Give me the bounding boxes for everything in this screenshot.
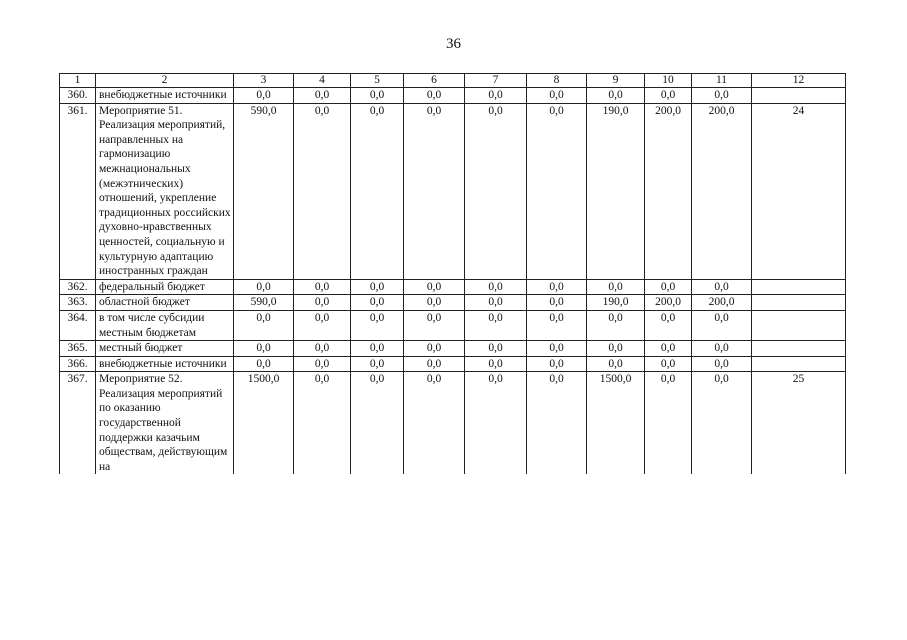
value-cell: 0,0 xyxy=(465,103,527,279)
value-cell: 0,0 xyxy=(527,279,587,295)
col12-cell xyxy=(752,310,846,340)
col12-cell xyxy=(752,341,846,357)
row-name-cell: областной бюджет xyxy=(96,295,234,311)
value-cell: 0,0 xyxy=(587,279,645,295)
header-cell: 3 xyxy=(234,74,294,88)
value-cell: 0,0 xyxy=(404,372,465,475)
value-cell: 0,0 xyxy=(294,372,351,475)
value-cell: 0,0 xyxy=(527,341,587,357)
value-cell: 0,0 xyxy=(351,279,404,295)
value-cell: 0,0 xyxy=(234,310,294,340)
value-cell: 0,0 xyxy=(692,279,752,295)
value-cell: 0,0 xyxy=(692,356,752,372)
value-cell: 0,0 xyxy=(527,310,587,340)
header-cell: 2 xyxy=(96,74,234,88)
value-cell: 200,0 xyxy=(692,103,752,279)
header-cell: 1 xyxy=(60,74,96,88)
value-cell: 0,0 xyxy=(404,295,465,311)
value-cell: 0,0 xyxy=(404,279,465,295)
value-cell: 0,0 xyxy=(351,341,404,357)
value-cell: 0,0 xyxy=(294,310,351,340)
value-cell: 190,0 xyxy=(587,103,645,279)
value-cell: 0,0 xyxy=(351,295,404,311)
value-cell: 200,0 xyxy=(645,103,692,279)
value-cell: 0,0 xyxy=(404,88,465,104)
value-cell: 0,0 xyxy=(527,356,587,372)
col12-cell: 25 xyxy=(752,372,846,475)
header-cell: 11 xyxy=(692,74,752,88)
value-cell: 0,0 xyxy=(404,103,465,279)
value-cell: 1500,0 xyxy=(587,372,645,475)
col12-cell xyxy=(752,356,846,372)
row-name-cell: федеральный бюджет xyxy=(96,279,234,295)
row-number-cell: 367. xyxy=(60,372,96,475)
value-cell: 0,0 xyxy=(465,341,527,357)
value-cell: 0,0 xyxy=(294,279,351,295)
table-row xyxy=(60,310,846,340)
value-cell: 0,0 xyxy=(527,372,587,475)
value-cell: 0,0 xyxy=(234,341,294,357)
value-cell: 0,0 xyxy=(351,356,404,372)
row-name-cell: внебюджетные источники xyxy=(96,88,234,104)
row-number-cell: 366. xyxy=(60,356,96,372)
value-cell: 0,0 xyxy=(527,295,587,311)
value-cell: 0,0 xyxy=(465,310,527,340)
value-cell: 590,0 xyxy=(234,295,294,311)
value-cell: 0,0 xyxy=(465,88,527,104)
header-cell: 6 xyxy=(404,74,465,88)
table-row xyxy=(60,341,846,357)
value-cell: 0,0 xyxy=(465,279,527,295)
value-cell: 0,0 xyxy=(294,88,351,104)
value-cell: 0,0 xyxy=(645,341,692,357)
value-cell: 0,0 xyxy=(294,341,351,357)
col12-cell xyxy=(752,295,846,311)
row-number-cell: 365. xyxy=(60,341,96,357)
row-name-cell: Мероприятие 52. Реализация мероприятий по оказанию государственной поддержки казачьим обществам, действующим на xyxy=(96,372,234,475)
budget-table xyxy=(59,73,846,474)
row-number-cell: 364. xyxy=(60,310,96,340)
header-cell: 4 xyxy=(294,74,351,88)
row-number-cell: 363. xyxy=(60,295,96,311)
row-number-cell: 362. xyxy=(60,279,96,295)
header-cell: 9 xyxy=(587,74,645,88)
value-cell: 0,0 xyxy=(645,88,692,104)
value-cell: 0,0 xyxy=(465,295,527,311)
value-cell: 0,0 xyxy=(527,103,587,279)
row-name-cell: Мероприятие 51. Реализация мероприятий, направленных на гармонизацию межнациональных (межэтнических) отношений, укрепление традиционных российских духовно-нравственных ценностей, социальную и культурную адаптацию иностранных граждан xyxy=(96,103,234,279)
value-cell: 0,0 xyxy=(234,88,294,104)
row-number-cell: 360. xyxy=(60,88,96,104)
value-cell: 0,0 xyxy=(645,279,692,295)
value-cell: 0,0 xyxy=(465,372,527,475)
value-cell: 0,0 xyxy=(351,310,404,340)
value-cell: 0,0 xyxy=(587,88,645,104)
value-cell: 0,0 xyxy=(645,372,692,475)
value-cell: 0,0 xyxy=(645,356,692,372)
value-cell: 0,0 xyxy=(294,356,351,372)
value-cell: 0,0 xyxy=(234,356,294,372)
value-cell: 0,0 xyxy=(234,279,294,295)
value-cell: 0,0 xyxy=(404,356,465,372)
header-cell: 7 xyxy=(465,74,527,88)
col12-cell xyxy=(752,88,846,104)
value-cell: 0,0 xyxy=(465,356,527,372)
table-row xyxy=(60,372,846,475)
value-cell: 0,0 xyxy=(404,310,465,340)
row-number-cell: 361. xyxy=(60,103,96,279)
value-cell: 0,0 xyxy=(692,372,752,475)
page-number: 36 xyxy=(446,36,461,52)
header-cell: 8 xyxy=(527,74,587,88)
col12-cell: 24 xyxy=(752,103,846,279)
value-cell: 0,0 xyxy=(294,103,351,279)
header-row xyxy=(60,74,846,88)
row-name-cell: в том числе субсидии местным бюджетам xyxy=(96,310,234,340)
value-cell: 0,0 xyxy=(587,310,645,340)
value-cell: 1500,0 xyxy=(234,372,294,475)
header-cell: 5 xyxy=(351,74,404,88)
row-name-cell: внебюджетные источники xyxy=(96,356,234,372)
table-row xyxy=(60,88,846,104)
row-name-cell: местный бюджет xyxy=(96,341,234,357)
table-row xyxy=(60,103,846,279)
value-cell: 0,0 xyxy=(527,88,587,104)
value-cell: 0,0 xyxy=(351,88,404,104)
value-cell: 200,0 xyxy=(645,295,692,311)
col12-cell xyxy=(752,279,846,295)
value-cell: 590,0 xyxy=(234,103,294,279)
table-row xyxy=(60,356,846,372)
value-cell: 0,0 xyxy=(692,310,752,340)
value-cell: 0,0 xyxy=(351,103,404,279)
value-cell: 0,0 xyxy=(645,310,692,340)
value-cell: 0,0 xyxy=(587,341,645,357)
value-cell: 0,0 xyxy=(692,341,752,357)
value-cell: 0,0 xyxy=(294,295,351,311)
table-row xyxy=(60,279,846,295)
value-cell: 190,0 xyxy=(587,295,645,311)
table-row xyxy=(60,295,846,311)
value-cell: 200,0 xyxy=(692,295,752,311)
value-cell: 0,0 xyxy=(587,356,645,372)
value-cell: 0,0 xyxy=(404,341,465,357)
value-cell: 0,0 xyxy=(692,88,752,104)
header-cell: 12 xyxy=(752,74,846,88)
header-cell: 10 xyxy=(645,74,692,88)
value-cell: 0,0 xyxy=(351,372,404,475)
